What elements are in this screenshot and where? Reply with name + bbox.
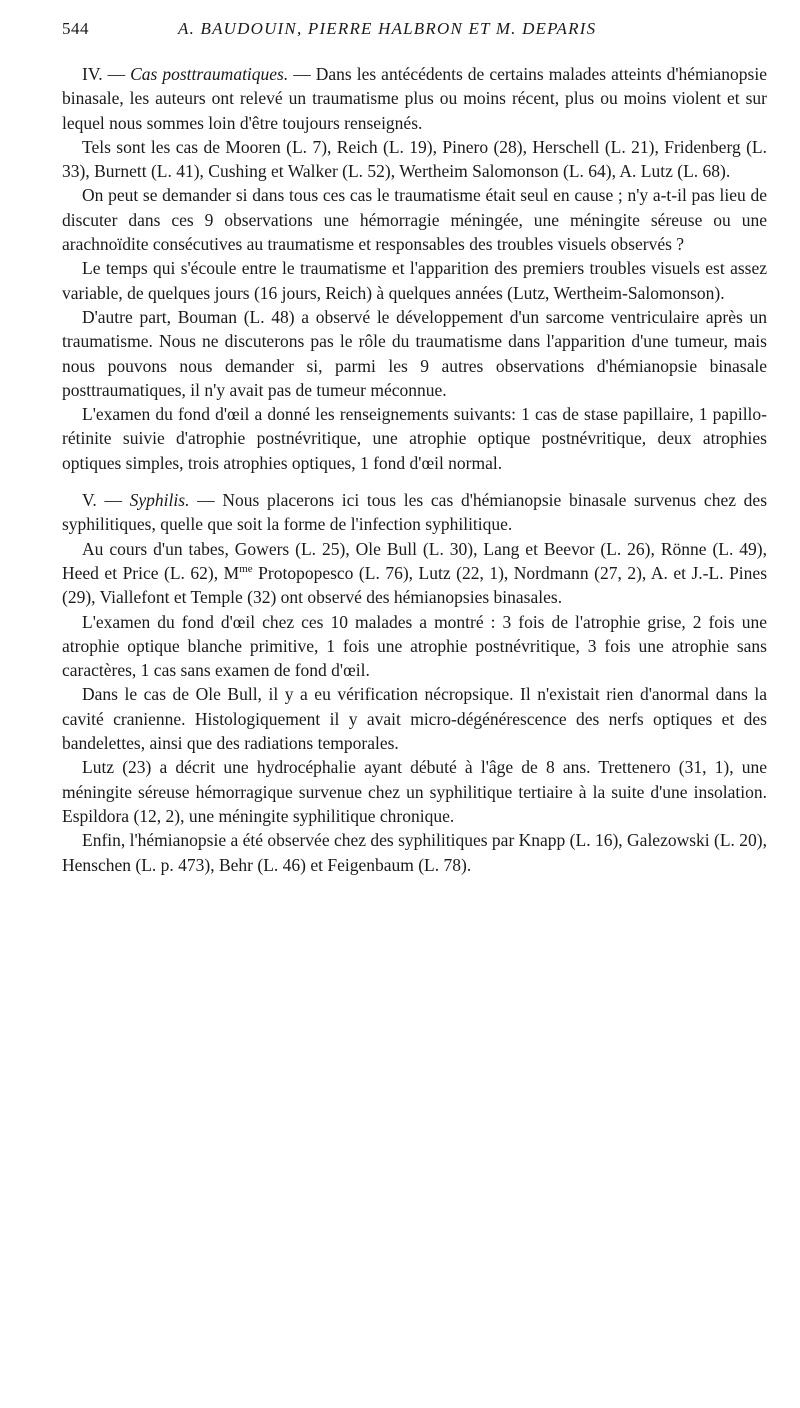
paragraph: Le temps qui s'écoule entre le traumatisme et l'apparition des premiers troubles visuels est assez variable, de quelques jours (16 jours, Reich) à quelques années (Lutz, Wertheim-Salomonson).: [62, 258, 767, 303]
section-v-intro: [62, 488, 767, 537]
paragraph: [62, 537, 767, 610]
page-header: [62, 16, 762, 44]
paragraph: D'autre part, Bouman (L. 48) a observé le développement d'un sarcome ventriculaire après un traumatisme. Nous ne discuterons pas le rôle du traumatisme dans l'apparition d'une tumeur, mais nous pouvons nous demander si, parmi les 9 autres observations d'hémianopsie binasale posttraumatiques, il n'y avait pas de tumeur méconnue.: [62, 306, 767, 400]
paragraph: Enfin, l'hémianopsie a été observée chez des syphilitiques par Knapp (L. 16), Galezowski (L. 20), Henschen (L. p. 473), Behr (L. 46) et Feigenbaum (L. 78).: [62, 830, 767, 875]
paragraph: Dans le cas de Ole Bull, il y a eu vérification nécropsique. Il n'existait rien d'anormal dans la cavité cranienne. Histologiquement il y avait micro-dégénérescence des nerfs optiques et des bandelettes, ainsi que des radiations temporales.: [62, 684, 767, 754]
body-text: [62, 62, 767, 877]
section-text: Dans les antécédents de certains malades atteints d'hémianopsie binasale, les auteurs ont relevé un traumatisme plus ou moins récent, plus ou moins violent et sur lequel nous sommes loin d'être toujours renseignés.: [62, 64, 767, 133]
paragraph: L'examen du fond d'œil chez ces 10 malades a montré : 3 fois de l'atrophie grise, 2 fois une atrophie optique blanche primitive, 1 fois une atrophie postnévritique, 3 fois une atrophie sans caractères, 1 cas sans examen de fond d'œil.: [62, 611, 767, 681]
section-text: Nous placerons ici tous les cas d'hémianopsie binasale survenus chez des syphilitiques, quelle que soit la forme de l'infection syphilitique.: [62, 490, 768, 535]
section-dash: —: [288, 64, 316, 84]
section-title: Cas posttraumatiques.: [130, 64, 289, 84]
paragraph: On peut se demander si dans tous ces cas le traumatisme était seul en cause ; n'y a-t-il pas lieu de discuter dans ces 9 observations une hémorragie méningée, une méningite séreuse ou une arachnoïdite consécutives au traumatisme et responsables des troubles visuels observés ?: [62, 185, 767, 255]
section-title: Syphilis.: [129, 490, 190, 511]
section-label: V. —: [82, 490, 130, 511]
section-label: IV. —: [82, 64, 131, 84]
section-dash: —: [189, 490, 223, 511]
paragraph: Tels sont les cas de Mooren (L. 7), Reich (L. 19), Pinero (28), Herschell (L. 21), Fridenberg (L. 33), Burnett (L. 41), Cushing et Walker (L. 52), Wertheim Salomonson (L. 64), A. Lutz (L. 68).: [62, 136, 767, 182]
paragraph-part: Au cours d'un tabes, Gowers (L. 25), Ole Bull (L. 30), Lang et Beevor (L. 26), Rönne (L. 49), Heed et Price (L. 62), M: [62, 538, 767, 583]
page-number: 544: [62, 19, 89, 38]
section-iv-intro: [62, 62, 767, 135]
paragraph: Lutz (23) a décrit une hydrocéphalie ayant débuté à l'âge de 8 ans. Trettenero (31, 1), une méningite séreuse hémorragique survenue chez un syphilitique tertiaire à la suite d'une insolation. Espildora (12, 2), une méningite syphilitique chronique.: [62, 757, 767, 826]
paragraph-part: Protopopesco (L. 76), Lutz (22, 1), Nordmann (27, 2), A. et J.-L. Pines (29), Viallefont et Temple (32) ont observé des hémianopsies binasales.: [62, 562, 767, 608]
superscript: me: [239, 563, 253, 576]
paragraph: L'examen du fond d'œil a donné les renseignements suivants: 1 cas de stase papillaire, 1 papillo-rétinite suivie d'atrophie postnévritique, une atrophie optique postnévritique, deux atrophies optiques simples, trois atrophies optiques, 1 fond d'œil normal.: [62, 404, 767, 473]
running-title: A. BAUDOUIN, PIERRE HALBRON ET M. DEPARIS: [178, 19, 597, 38]
